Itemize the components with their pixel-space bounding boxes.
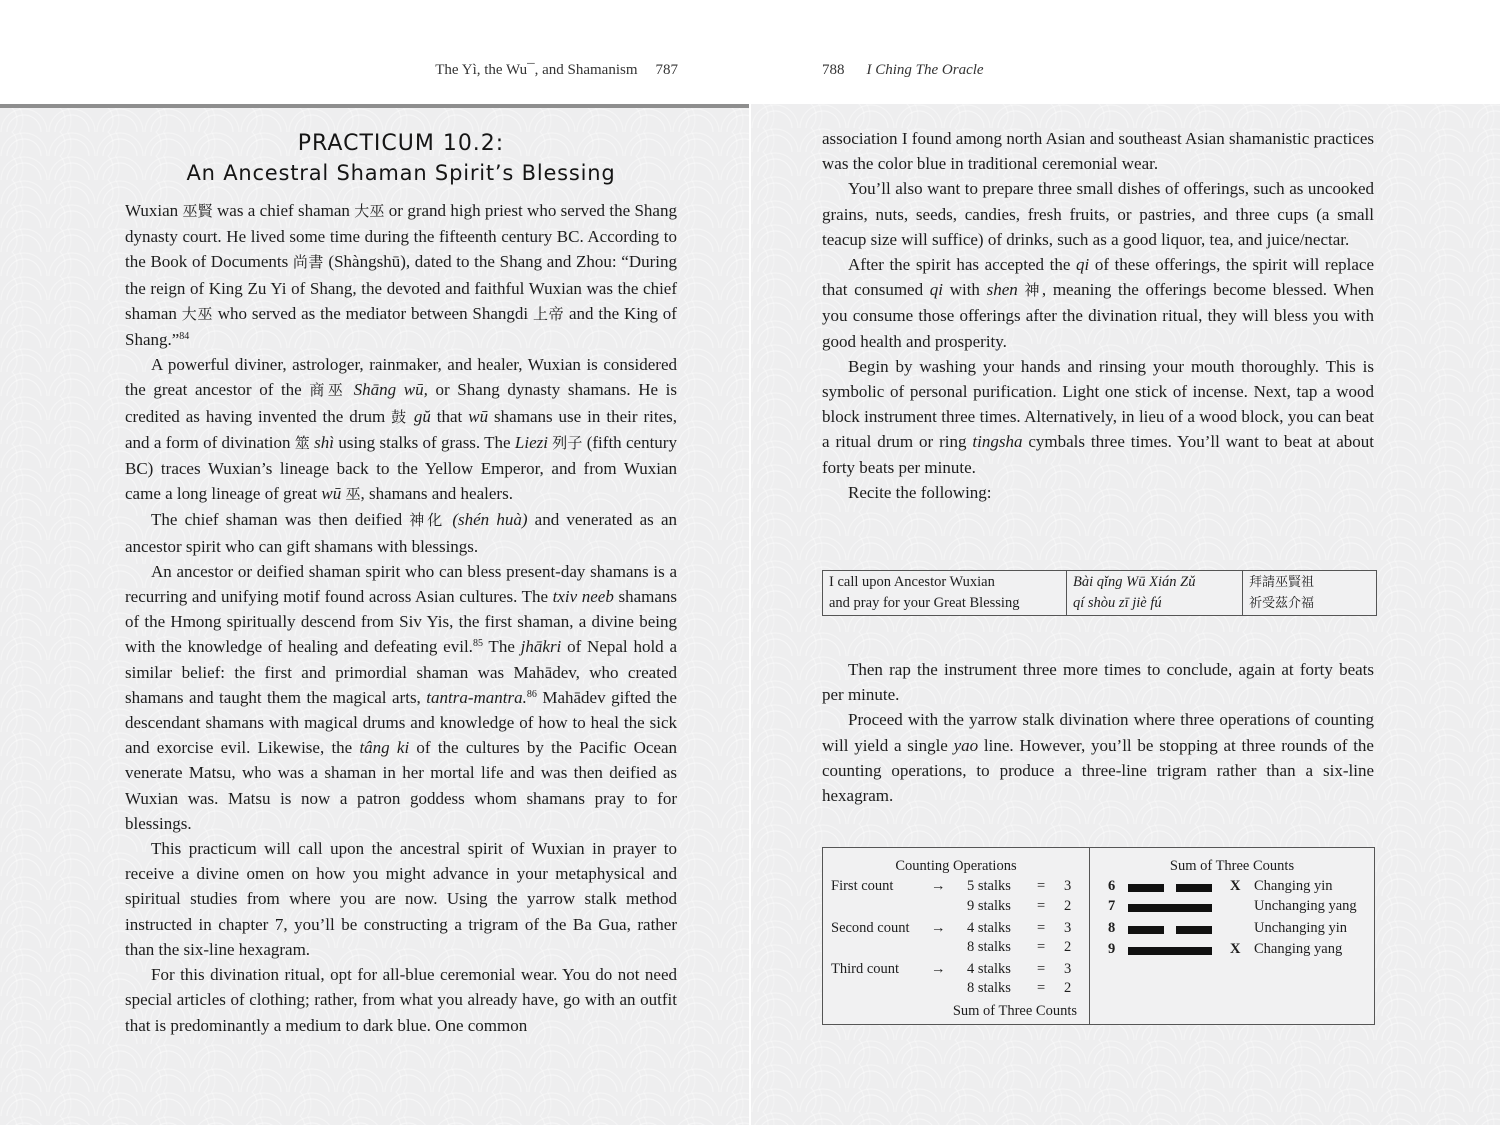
count-label: First count: [831, 878, 894, 894]
count-label: Second count: [831, 920, 910, 936]
counting-table: [822, 847, 1375, 1025]
stalks: 9 stalks: [967, 898, 1011, 914]
paragraph: After the spirit has accepted the qi of these offerings, the spirit will replace that consumed qi with shen 神, meaning the offerings become blessed. When you consume those offerings after the divination ritual, they will bless you with good health and prosperity.: [822, 255, 1374, 351]
sum-description: Changing yang: [1254, 941, 1343, 957]
equals: =: [1037, 898, 1046, 914]
running-head-left: [435, 62, 678, 79]
right-page: [751, 104, 1500, 1125]
paragraph: Wuxian 巫賢 was a chief shaman 大巫 or grand high priest who served the Shang dynasty court. He lived some time during the fifteenth century BC. According to the Book of Documents 尚書 (Shàngshū), dated to the Shang and Zhou: “During the reign of King Zu Yi of Shang, the devoted and faithful Wuxian was the chief shaman 大巫 who served as the mediator between Shangdi 上帝 and the King of Shang.”$^{84}$: [125, 201, 677, 350]
left-page: [0, 108, 749, 1125]
sum-of-counts: [1090, 848, 1374, 1024]
header-bar: [0, 0, 1500, 104]
sum-number: 8: [1108, 920, 1116, 936]
sum-number: 7: [1108, 898, 1116, 914]
count-row: [831, 920, 1081, 940]
stalks: 8 stalks: [967, 980, 1011, 996]
sum-description: Changing yin: [1254, 878, 1333, 894]
sum-description: Unchanging yang: [1254, 898, 1357, 914]
count-row: [831, 878, 1081, 898]
paragraph: For this divination ritual, opt for all-blue ceremonial wear. You do not need special articles of clothing; rather, from what you already have, go with an outfit that is predominantly a medium to dark blue. One common: [125, 965, 677, 1035]
count-value: 2: [1064, 898, 1072, 914]
sum-header: Sum of Three Counts: [1169, 858, 1295, 874]
paragraph: Recite the following:: [848, 482, 992, 502]
invocation-pinyin: [1067, 571, 1243, 615]
invocation-pinyin-line: qí shòu zī jiè fú: [1073, 595, 1162, 611]
count-row: [831, 961, 1081, 981]
sum-row: [1108, 898, 1366, 918]
equals: =: [1037, 980, 1046, 996]
paragraph: You’ll also want to prepare three small dishes of offerings, such as uncooked grains, nuts, seeds, candies, fresh fruits, or pastries, and three cups (a small teacup size will suffice) of drinks, such as a good liquor, tea, and juice/nectar.: [822, 179, 1374, 249]
invocation-chinese: [1243, 571, 1376, 615]
sum-description: Unchanging yin: [1254, 920, 1348, 936]
paragraph: Begin by washing your hands and rinsing your mouth thoroughly. This is symbolic of personal purification. Light one stick of incense. Next, tap a wood block instrument three times. Alternatively, in lieu of a wood block, you can beat a ritual drum or ring tingsha cymbals three times. You’ll want to beat at about forty beats per minute.: [822, 356, 1374, 477]
paragraph: The chief shaman was then deified 神化 (shén huà) and venerated as an ancestor spirit who can gift shamans with blessings.: [125, 510, 678, 556]
counting-footer: Sum of Three Counts: [952, 1003, 1077, 1019]
paragraph: An ancestor or deified shaman spirit who can bless present-day shamans is a recurring and unifying motif found across Asian cultures. The txiv neeb shamans of the Hmong spiritually descend from Siv Yis, the first shaman, a divine being with the knowledge of healing and defeating evil.$^{85}$ The jhākri of Nepal hold a similar belief: the first and primordial shaman was Mahādev, who created shamans and taught them the magical arts, tantra-mantra.$^{86}$ Mahādev gifted the descendant shamans with magical drums and knowledge of how to heal the sick and exorcise evil. Likewise, the tâng ki of the cultures by the Pacific Ocean venerate Matsu, who was a shaman in her mortal life and was then deified as Wuxian was. Matsu is now a patron goddess whom shamans pray to for blessings.: [125, 561, 678, 833]
page-number-left: 787: [655, 62, 678, 78]
sum-number: 9: [1108, 941, 1116, 957]
stalks: 8 stalks: [967, 939, 1011, 955]
right-body-text-top: [822, 126, 1374, 505]
left-body-text: [125, 198, 677, 1038]
paragraph: Then rap the instrument three more times to conclude, again at forty beats per minute.: [822, 660, 1374, 705]
solid-line-icon: [1128, 947, 1212, 955]
invocation-english-line: I call upon Ancestor Wuxian: [829, 574, 995, 590]
equals: =: [1037, 920, 1046, 936]
count-value: 2: [1064, 939, 1072, 955]
right-body-text-mid: [822, 657, 1374, 808]
counting-operations-header: Counting Operations: [895, 858, 1017, 874]
equals: =: [1037, 961, 1046, 977]
page-number-right: 788: [822, 62, 845, 78]
running-head-left-title: The Yì, the Wu¯, and Shamanism: [435, 62, 638, 78]
heading-line-1: PRACTICUM 10.2:: [297, 131, 505, 156]
stalks: 4 stalks: [967, 920, 1011, 936]
paragraph: Proceed with the yarrow stalk divination where three operations of counting will yield a single yao line. However, you’ll be stopping at three rounds of the counting operations, to produce a three-line trigram rather than a six-line hexagram.: [822, 710, 1374, 806]
arrow: →: [931, 878, 946, 894]
invocation-chinese-line: 祈受茲介福: [1249, 596, 1315, 611]
invocation-table: [822, 570, 1377, 616]
change-mark: X: [1230, 878, 1241, 894]
equals: =: [1037, 878, 1046, 894]
practicum-heading: [125, 130, 677, 188]
invocation-chinese-line: 拜請巫賢祖: [1249, 575, 1315, 590]
paragraph: This practicum will call upon the ancestral spirit of Wuxian in prayer to receive a divine omen on how you might advance in your metaphysical and spiritual studies from where you are now. Using the yarrow stalk method instructed in chapter 7, you’ll be constructing a trigram of the Ba Gua, rather than the six-line hexagram.: [125, 839, 677, 959]
count-row: [831, 898, 1081, 918]
count-row: [831, 939, 1081, 959]
sum-row: [1108, 878, 1366, 898]
broken-line-icon: [1128, 926, 1212, 934]
invocation-pinyin-line: Bài qǐng Wū Xián Zǔ: [1073, 574, 1196, 590]
invocation-english: [823, 571, 1067, 615]
equals: =: [1037, 939, 1046, 955]
sum-number: 6: [1108, 878, 1116, 894]
stalks: 4 stalks: [967, 961, 1011, 977]
arrow: →: [931, 920, 946, 936]
arrow: →: [931, 961, 946, 977]
invocation-english-line: and pray for your Great Blessing: [829, 595, 1020, 611]
solid-line-icon: [1128, 904, 1212, 912]
running-head-right: [822, 62, 984, 79]
sum-row: [1108, 941, 1366, 961]
count-value: 2: [1064, 980, 1072, 996]
count-row: [831, 980, 1081, 1000]
sum-row: [1108, 920, 1366, 940]
count-value: 3: [1064, 961, 1072, 977]
change-mark: X: [1230, 941, 1241, 957]
count-value: 3: [1064, 920, 1072, 936]
stalks: 5 stalks: [967, 878, 1011, 894]
paragraph: association I found among north Asian and southeast Asian shamanistic practices was the color blue in traditional ceremonial wear.: [822, 129, 1374, 174]
count-label: Third count: [831, 961, 900, 977]
heading-line-2: An Ancestral Shaman Spirit’s Blessing: [186, 161, 616, 185]
broken-line-icon: [1128, 884, 1212, 892]
paragraph: A powerful diviner, astrologer, rainmaker, and healer, Wuxian is considered the great ancestor of the 商巫 Shāng wū, or Shang dynasty shamans. He is credited as having invented the drum 鼓 gŭ that wū shamans use in their rites, and a form of divination 筮 shì using stalks of grass. The Liezi 列子 (fifth century BC) traces Wuxian’s lineage back to the Yellow Emperor, and from Wuxian came a long lineage of great wū 巫, shamans and healers.: [125, 355, 678, 504]
count-value: 3: [1064, 878, 1072, 894]
running-head-right-title: I Ching The Oracle: [866, 62, 984, 78]
counting-operations: [823, 848, 1090, 1024]
